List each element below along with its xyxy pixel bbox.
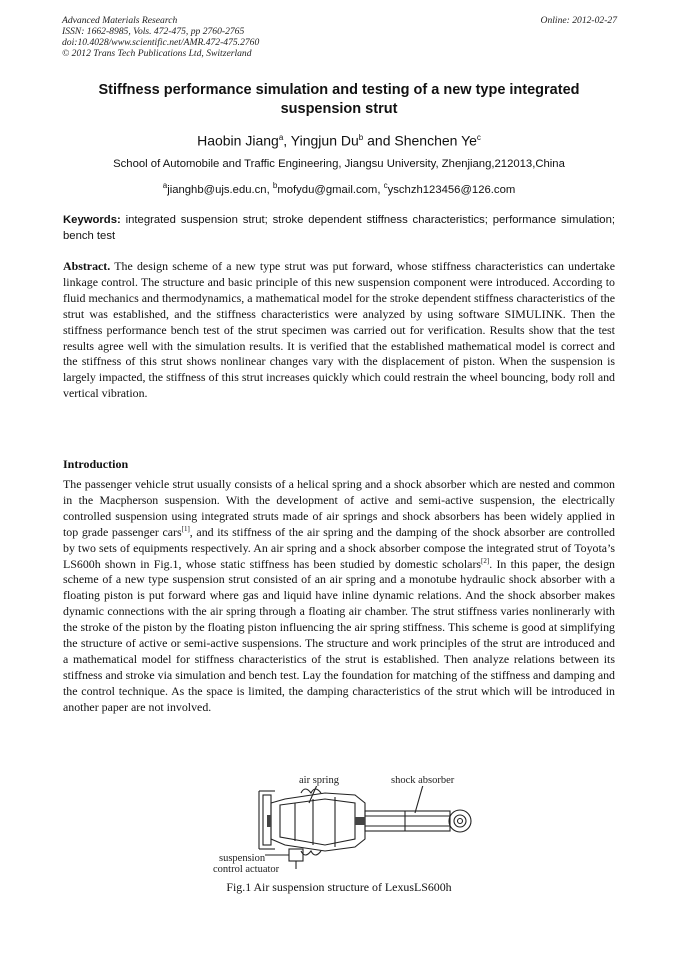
author-separator: and xyxy=(363,132,395,149)
air-spring-body xyxy=(271,793,365,851)
journal-name: Advanced Materials Research xyxy=(62,15,178,26)
citation-ref: [1] xyxy=(181,524,190,533)
author-superscript: b xyxy=(358,133,364,142)
journal-header xyxy=(62,15,617,59)
leader-line-shock-absorber xyxy=(415,785,423,813)
keywords-label: Keywords: xyxy=(63,214,121,226)
author-emails xyxy=(40,178,638,198)
label-actuator-line-1: suspension xyxy=(219,853,266,864)
issn-line: ISSN: 1662-8985, Vols. 472-475, pp 2760-2765 xyxy=(62,26,245,37)
author-list xyxy=(40,129,638,150)
copyright-line: © 2012 Trans Tech Publications Ltd, Switzerland xyxy=(62,48,252,59)
intro-text: The passenger vehicle strut usually consists of a helical spring and a shock absorber which are nested and common in the Macpherson suspension. With the development of active and semi-active suspension, the electrically controlled suspension using integrated struts made of air springs and shock absorbers has been widely applied in top grade passenger cars xyxy=(63,477,615,539)
intro-text: . In this paper, the design scheme of a new type suspension strut consisted of an air spring and a monotube hydraulic shock absorber with a floating piston is put forward where gas and liquid have inline dynamic relations. And the shock absorber makes dynamic connections with the air spring through a floating air chamber. The strut stiffness varies nonlinerarly with the stroke of the piston by the floating piston influencing the air spring stiffness. This scheme is good at simplifying the structure of active or semi-active suspensions. The structure and work principles of the strut are introduced and a mathematical model for stiffness characteristics of the strut is established. Then analyze relations between its stiffness and stroke via simulation and bench test. Lay the foundation for matching of the stiffness and damping and the control technique. As the space is limited, the damping characteristics of the strut which will be introduced in another paper are not involved. xyxy=(63,556,616,714)
author-name: Yingjun Du xyxy=(290,132,359,149)
email-superscript: a xyxy=(162,181,168,190)
abstract-text: The design scheme of a new type strut was put forward, whose stiffness characteristics can undertake linkage control. The structure and basic principle of this new suspension component were introduced. According to fluid mechanics and thermodynamics, a mathematical model for the stroke dependent stiffness characteristics of the strut was established, and the stiffness characteristics were analyzed by using software SIMULINK. Then the stiffness performance bench test of the strut specimen was carried out for verification. Results show that the test results agree well with the simulation results. It is verified that the established mathematical model is correct and the stiffness of this strut shows nonlinear changes vary with the displacement of piston. When the suspension is largely impacted, the stiffness of this strut increases quickly which could restrain the wheel bouncing, body roll and vertical vibration. xyxy=(63,259,615,401)
figure-caption: Fig.1 Air suspension structure of LexusLS600h xyxy=(226,880,452,894)
affiliation: School of Automobile and Traffic Engineering, Jiangsu University, Zhenjiang,212013,China xyxy=(113,158,565,170)
control-actuator xyxy=(289,849,303,861)
label-shock-absorber: shock absorber xyxy=(391,775,455,786)
title-line-1: Stiffness performance simulation and testing of a new type integrated xyxy=(98,82,580,98)
air-spring-inner xyxy=(280,799,355,845)
shock-absorber-tube xyxy=(365,811,450,831)
introduction-paragraph xyxy=(63,477,615,716)
figure-1 xyxy=(205,773,480,879)
label-air-spring: air spring xyxy=(299,775,339,786)
online-date: Online: 2012-02-27 xyxy=(540,15,617,26)
doi-line: doi:10.4028/www.scientific.net/AMR.472-475.2760 xyxy=(62,37,260,48)
email-address: jianghb@ujs.edu.cn, xyxy=(167,183,273,196)
author-superscript: c xyxy=(476,133,481,142)
author-separator: , xyxy=(283,132,291,149)
keywords xyxy=(63,213,615,244)
label-actuator-line-2: control actuator xyxy=(213,864,280,875)
intro-text: , and its stiffness of the air spring and the damping of the shock absorber are controlled by two sets of equipments respectively. An air spring and a shock absorber compose the integrated strut of Toyota’s LS600h shown in Fig.1, whose static stiffness has been studied by domestic scholars xyxy=(63,524,615,571)
citation-ref: [2] xyxy=(481,556,490,565)
author-superscript: a xyxy=(278,133,284,142)
title-line-2: suspension strut xyxy=(280,101,398,117)
section-heading-introduction: Introduction xyxy=(63,457,129,471)
author-name: Haobin Jiang xyxy=(197,132,279,149)
keywords-text: integrated suspension strut; stroke dependent stiffness characteristics; performance simulation; bench test xyxy=(63,214,615,242)
lower-mount-eye xyxy=(449,810,471,832)
email-superscript: b xyxy=(272,181,278,190)
abstract xyxy=(63,259,615,402)
email-address: yschzh123456@126.com xyxy=(387,183,516,196)
email-superscript: c xyxy=(383,181,388,190)
author-name: Shenchen Ye xyxy=(394,132,477,149)
paper-title xyxy=(40,81,638,119)
email-address: mofydu@gmail.com, xyxy=(277,183,384,196)
abstract-label: Abstract. xyxy=(63,259,111,273)
